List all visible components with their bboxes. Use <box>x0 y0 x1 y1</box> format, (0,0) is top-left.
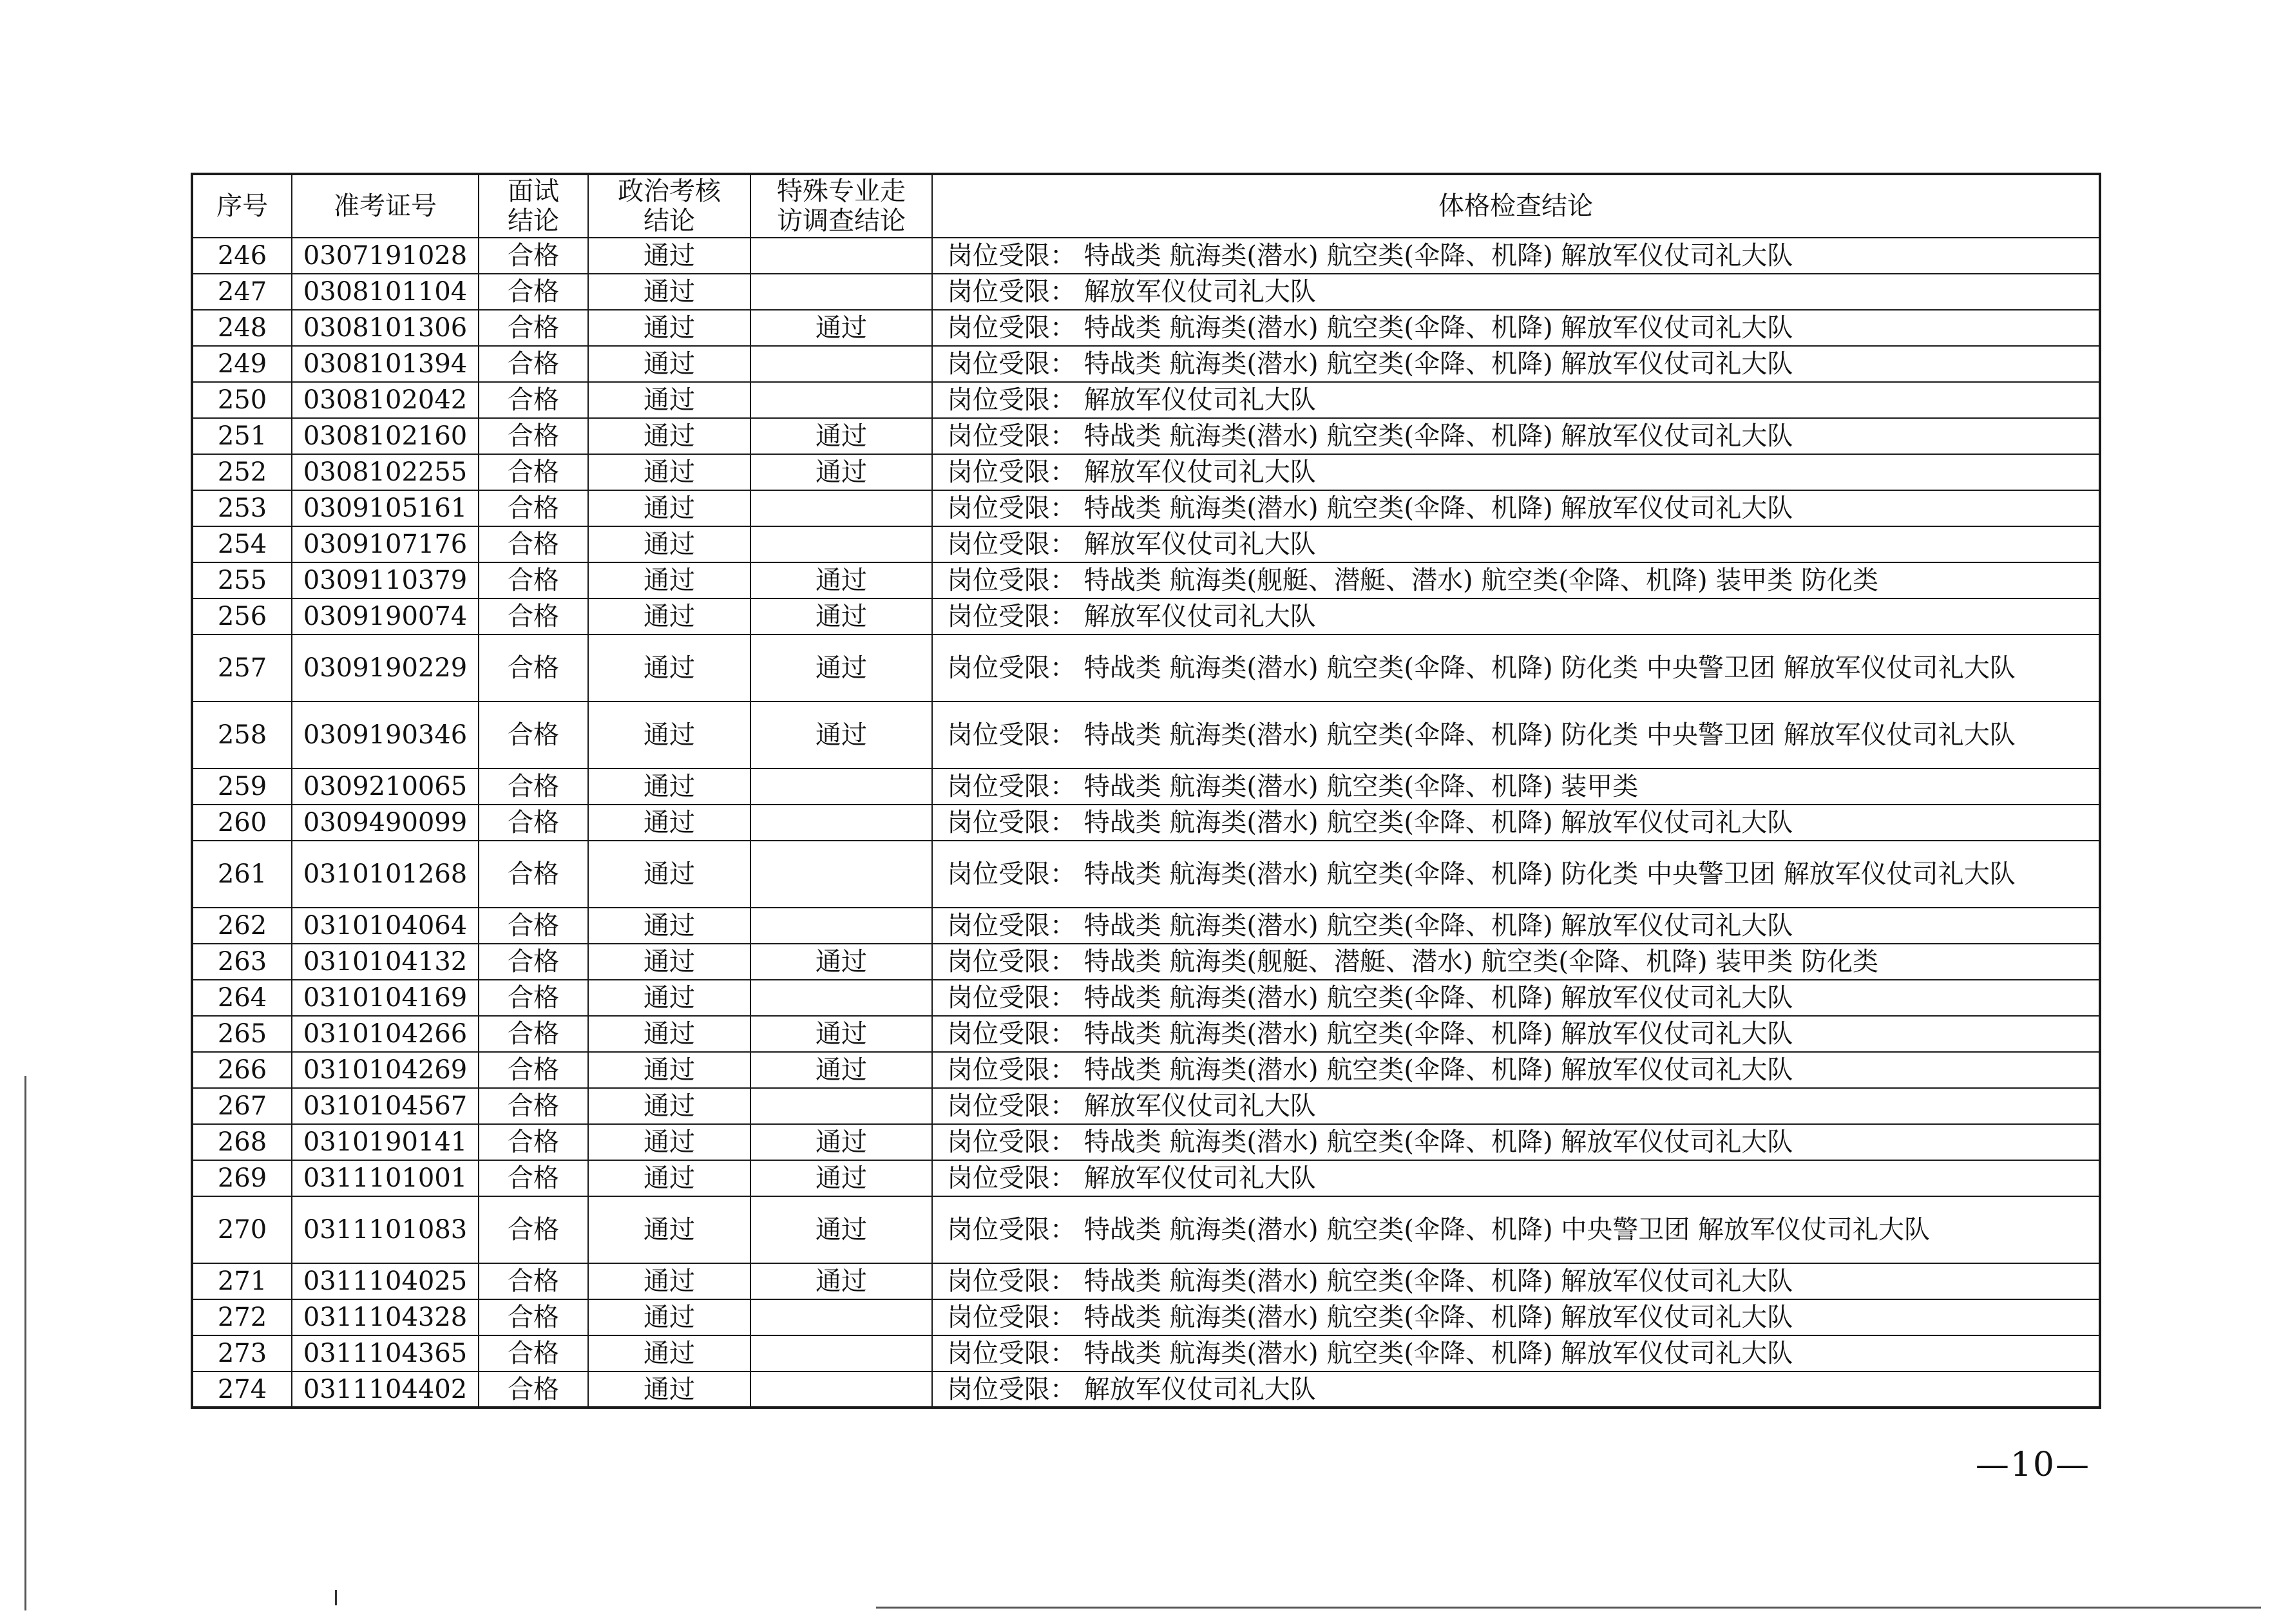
cell-seq: 259 <box>192 769 292 805</box>
cell-special <box>750 805 932 841</box>
cell-physical: 岗位受限： 特战类 航海类(潜水) 航空类(伞降、机降) 防化类 中央警卫团 解放军仪仗司礼大队 <box>932 635 2100 702</box>
header-seq: 序号 <box>192 174 292 238</box>
cell-seq: 264 <box>192 980 292 1016</box>
table-row <box>192 1335 2100 1371</box>
cell-exam-id: 0310104266 <box>292 1016 479 1052</box>
cell-special <box>750 1335 932 1371</box>
cell-interview: 合格 <box>479 1299 588 1335</box>
cell-interview: 合格 <box>479 454 588 490</box>
cell-special: 通过 <box>750 1160 932 1196</box>
cell-interview: 合格 <box>479 944 588 980</box>
cell-special: 通过 <box>750 598 932 635</box>
cell-exam-id: 0307191028 <box>292 238 479 274</box>
cell-political: 通过 <box>588 980 750 1016</box>
table-row <box>192 1124 2100 1160</box>
cell-special: 通过 <box>750 418 932 454</box>
cell-political: 通过 <box>588 635 750 702</box>
table-row <box>192 1263 2100 1299</box>
cell-political: 通过 <box>588 310 750 346</box>
cell-special: 通过 <box>750 1196 932 1263</box>
table-row <box>192 382 2100 418</box>
table-row <box>192 1160 2100 1196</box>
table-header <box>192 174 2100 238</box>
cell-interview: 合格 <box>479 1052 588 1088</box>
cell-special: 通过 <box>750 702 932 769</box>
cell-exam-id: 0310190141 <box>292 1124 479 1160</box>
cell-interview: 合格 <box>479 238 588 274</box>
table-row <box>192 418 2100 454</box>
cell-exam-id: 0308101306 <box>292 310 479 346</box>
cell-seq: 260 <box>192 805 292 841</box>
cell-physical: 岗位受限： 特战类 航海类(潜水) 航空类(伞降、机降) 解放军仪仗司礼大队 <box>932 980 2100 1016</box>
cell-seq: 255 <box>192 562 292 598</box>
cell-seq: 271 <box>192 1263 292 1299</box>
cell-physical: 岗位受限： 特战类 航海类(潜水) 航空类(伞降、机降) 解放军仪仗司礼大队 <box>932 1016 2100 1052</box>
cell-political: 通过 <box>588 454 750 490</box>
cell-exam-id: 0311104025 <box>292 1263 479 1299</box>
header-political: 政治考核 结论 <box>588 174 750 238</box>
cell-interview: 合格 <box>479 841 588 908</box>
cell-seq: 249 <box>192 346 292 382</box>
table-row <box>192 908 2100 944</box>
table-row <box>192 1299 2100 1335</box>
cell-interview: 合格 <box>479 1016 588 1052</box>
cell-physical: 岗位受限： 特战类 航海类(潜水) 航空类(伞降、机降) 装甲类 <box>932 769 2100 805</box>
header-special: 特殊专业走 访调查结论 <box>750 174 932 238</box>
cell-seq: 251 <box>192 418 292 454</box>
cell-seq: 272 <box>192 1299 292 1335</box>
cell-special: 通过 <box>750 1124 932 1160</box>
cell-political: 通过 <box>588 598 750 635</box>
cell-political: 通过 <box>588 274 750 310</box>
cell-special <box>750 526 932 562</box>
cell-interview: 合格 <box>479 526 588 562</box>
cell-interview: 合格 <box>479 908 588 944</box>
cell-political: 通过 <box>588 562 750 598</box>
table-row <box>192 769 2100 805</box>
cell-interview: 合格 <box>479 274 588 310</box>
cell-seq: 258 <box>192 702 292 769</box>
cell-political: 通过 <box>588 1088 750 1124</box>
cell-exam-id: 0310104567 <box>292 1088 479 1124</box>
cell-seq: 266 <box>192 1052 292 1088</box>
cell-seq: 246 <box>192 238 292 274</box>
table-row <box>192 238 2100 274</box>
cell-physical: 岗位受限： 特战类 航海类(潜水) 航空类(伞降、机降) 解放军仪仗司礼大队 <box>932 1299 2100 1335</box>
cell-political: 通过 <box>588 1335 750 1371</box>
scan-edge-left <box>24 1076 26 1610</box>
cell-physical: 岗位受限： 解放军仪仗司礼大队 <box>932 274 2100 310</box>
table-row <box>192 274 2100 310</box>
cell-physical: 岗位受限： 解放军仪仗司礼大队 <box>932 1088 2100 1124</box>
cell-political: 通过 <box>588 702 750 769</box>
cell-exam-id: 0311104328 <box>292 1299 479 1335</box>
cell-physical: 岗位受限： 解放军仪仗司礼大队 <box>932 598 2100 635</box>
scan-edge-bottom <box>876 1607 2261 1609</box>
cell-physical: 岗位受限： 特战类 航海类(潜水) 航空类(伞降、机降) 解放军仪仗司礼大队 <box>932 1335 2100 1371</box>
cell-political: 通过 <box>588 944 750 980</box>
cell-exam-id: 0311104402 <box>292 1371 479 1408</box>
cell-political: 通过 <box>588 841 750 908</box>
cell-seq: 268 <box>192 1124 292 1160</box>
cell-exam-id: 0308102255 <box>292 454 479 490</box>
cell-physical: 岗位受限： 特战类 航海类(潜水) 航空类(伞降、机降) 解放军仪仗司礼大队 <box>932 1052 2100 1088</box>
cell-special: 通过 <box>750 454 932 490</box>
cell-seq: 265 <box>192 1016 292 1052</box>
cell-political: 通过 <box>588 490 750 526</box>
table-row <box>192 526 2100 562</box>
page-number: —10— <box>1975 1446 2090 1484</box>
cell-exam-id: 0308102042 <box>292 382 479 418</box>
cell-political: 通过 <box>588 1016 750 1052</box>
cell-exam-id: 0309490099 <box>292 805 479 841</box>
cell-exam-id: 0308102160 <box>292 418 479 454</box>
cell-seq: 263 <box>192 944 292 980</box>
cell-exam-id: 0309110379 <box>292 562 479 598</box>
cell-special <box>750 841 932 908</box>
cell-political: 通过 <box>588 1160 750 1196</box>
cell-exam-id: 0309107176 <box>292 526 479 562</box>
cell-interview: 合格 <box>479 598 588 635</box>
cell-exam-id: 0308101104 <box>292 274 479 310</box>
cell-special <box>750 238 932 274</box>
cell-interview: 合格 <box>479 1088 588 1124</box>
cell-physical: 岗位受限： 特战类 航海类(舰艇、潜艇、潜水) 航空类(伞降、机降) 装甲类 防化类 <box>932 944 2100 980</box>
cell-special: 通过 <box>750 1263 932 1299</box>
header-row <box>192 174 2100 238</box>
table-row <box>192 1371 2100 1408</box>
table-row <box>192 805 2100 841</box>
cell-exam-id: 0309190229 <box>292 635 479 702</box>
cell-seq: 274 <box>192 1371 292 1408</box>
cell-special <box>750 1299 932 1335</box>
cell-seq: 253 <box>192 490 292 526</box>
cell-physical: 岗位受限： 特战类 航海类(潜水) 航空类(伞降、机降) 解放军仪仗司礼大队 <box>932 310 2100 346</box>
scan-mark <box>335 1590 337 1605</box>
cell-political: 通过 <box>588 1196 750 1263</box>
cell-physical: 岗位受限： 特战类 航海类(潜水) 航空类(伞降、机降) 解放军仪仗司礼大队 <box>932 805 2100 841</box>
cell-exam-id: 0311104365 <box>292 1335 479 1371</box>
cell-exam-id: 0310104064 <box>292 908 479 944</box>
table-row <box>192 980 2100 1016</box>
cell-interview: 合格 <box>479 805 588 841</box>
cell-interview: 合格 <box>479 1371 588 1408</box>
cell-seq: 247 <box>192 274 292 310</box>
cell-interview: 合格 <box>479 1160 588 1196</box>
cell-physical: 岗位受限： 特战类 航海类(潜水) 航空类(伞降、机降) 解放军仪仗司礼大队 <box>932 238 2100 274</box>
cell-exam-id: 0309190346 <box>292 702 479 769</box>
cell-physical: 岗位受限： 特战类 航海类(潜水) 航空类(伞降、机降) 中央警卫团 解放军仪仗司礼大队 <box>932 1196 2100 1263</box>
results-table <box>191 173 2101 1409</box>
cell-exam-id: 0309190074 <box>292 598 479 635</box>
table-row <box>192 490 2100 526</box>
cell-special: 通过 <box>750 944 932 980</box>
cell-physical: 岗位受限： 特战类 航海类(潜水) 航空类(伞降、机降) 解放军仪仗司礼大队 <box>932 346 2100 382</box>
table-row <box>192 944 2100 980</box>
cell-special <box>750 1371 932 1408</box>
cell-political: 通过 <box>588 805 750 841</box>
cell-interview: 合格 <box>479 769 588 805</box>
cell-seq: 248 <box>192 310 292 346</box>
cell-exam-id: 0311101083 <box>292 1196 479 1263</box>
cell-exam-id: 0309105161 <box>292 490 479 526</box>
table-row <box>192 702 2100 769</box>
table-row <box>192 1088 2100 1124</box>
cell-special <box>750 1088 932 1124</box>
cell-seq: 257 <box>192 635 292 702</box>
header-exam-id: 准考证号 <box>292 174 479 238</box>
table-row <box>192 1196 2100 1263</box>
cell-physical: 岗位受限： 解放军仪仗司礼大队 <box>932 382 2100 418</box>
cell-exam-id: 0310104169 <box>292 980 479 1016</box>
cell-interview: 合格 <box>479 702 588 769</box>
cell-exam-id: 0311101001 <box>292 1160 479 1196</box>
cell-interview: 合格 <box>479 490 588 526</box>
cell-physical: 岗位受限： 解放军仪仗司礼大队 <box>932 1371 2100 1408</box>
cell-seq: 267 <box>192 1088 292 1124</box>
cell-interview: 合格 <box>479 310 588 346</box>
table-row <box>192 310 2100 346</box>
cell-special <box>750 490 932 526</box>
cell-physical: 岗位受限： 特战类 航海类(潜水) 航空类(伞降、机降) 解放军仪仗司礼大队 <box>932 418 2100 454</box>
cell-physical: 岗位受限： 特战类 航海类(潜水) 航空类(伞降、机降) 防化类 中央警卫团 解放军仪仗司礼大队 <box>932 841 2100 908</box>
cell-interview: 合格 <box>479 1196 588 1263</box>
cell-special <box>750 346 932 382</box>
cell-physical: 岗位受限： 解放军仪仗司礼大队 <box>932 454 2100 490</box>
cell-special: 通过 <box>750 1052 932 1088</box>
cell-political: 通过 <box>588 1263 750 1299</box>
cell-political: 通过 <box>588 418 750 454</box>
table-row <box>192 1016 2100 1052</box>
table-row <box>192 598 2100 635</box>
cell-interview: 合格 <box>479 1124 588 1160</box>
cell-seq: 261 <box>192 841 292 908</box>
table-row <box>192 346 2100 382</box>
cell-political: 通过 <box>588 1124 750 1160</box>
cell-exam-id: 0310104132 <box>292 944 479 980</box>
cell-special <box>750 382 932 418</box>
cell-seq: 269 <box>192 1160 292 1196</box>
cell-political: 通过 <box>588 238 750 274</box>
cell-physical: 岗位受限： 特战类 航海类(潜水) 航空类(伞降、机降) 解放军仪仗司礼大队 <box>932 490 2100 526</box>
cell-political: 通过 <box>588 908 750 944</box>
cell-physical: 岗位受限： 特战类 航海类(潜水) 航空类(伞降、机降) 解放军仪仗司礼大队 <box>932 1263 2100 1299</box>
cell-exam-id: 0309210065 <box>292 769 479 805</box>
cell-interview: 合格 <box>479 1335 588 1371</box>
cell-political: 通过 <box>588 346 750 382</box>
cell-special <box>750 980 932 1016</box>
cell-political: 通过 <box>588 382 750 418</box>
cell-interview: 合格 <box>479 635 588 702</box>
table-row <box>192 454 2100 490</box>
cell-physical: 岗位受限： 特战类 航海类(舰艇、潜艇、潜水) 航空类(伞降、机降) 装甲类 防化类 <box>932 562 2100 598</box>
cell-interview: 合格 <box>479 562 588 598</box>
header-interview: 面试 结论 <box>479 174 588 238</box>
cell-political: 通过 <box>588 1371 750 1408</box>
table-row <box>192 635 2100 702</box>
cell-seq: 270 <box>192 1196 292 1263</box>
cell-interview: 合格 <box>479 382 588 418</box>
cell-political: 通过 <box>588 1299 750 1335</box>
cell-political: 通过 <box>588 769 750 805</box>
cell-special: 通过 <box>750 1016 932 1052</box>
cell-special <box>750 908 932 944</box>
cell-physical: 岗位受限： 特战类 航海类(潜水) 航空类(伞降、机降) 防化类 中央警卫团 解放军仪仗司礼大队 <box>932 702 2100 769</box>
cell-interview: 合格 <box>479 418 588 454</box>
cell-interview: 合格 <box>479 346 588 382</box>
cell-special <box>750 769 932 805</box>
cell-physical: 岗位受限： 特战类 航海类(潜水) 航空类(伞降、机降) 解放军仪仗司礼大队 <box>932 908 2100 944</box>
cell-seq: 256 <box>192 598 292 635</box>
cell-seq: 262 <box>192 908 292 944</box>
cell-seq: 254 <box>192 526 292 562</box>
cell-interview: 合格 <box>479 1263 588 1299</box>
table-row <box>192 1052 2100 1088</box>
table-body <box>192 238 2100 1408</box>
cell-special <box>750 274 932 310</box>
cell-seq: 250 <box>192 382 292 418</box>
cell-special: 通过 <box>750 562 932 598</box>
cell-political: 通过 <box>588 526 750 562</box>
cell-physical: 岗位受限： 解放军仪仗司礼大队 <box>932 1160 2100 1196</box>
cell-interview: 合格 <box>479 980 588 1016</box>
table-row <box>192 841 2100 908</box>
cell-exam-id: 0308101394 <box>292 346 479 382</box>
cell-political: 通过 <box>588 1052 750 1088</box>
cell-special: 通过 <box>750 310 932 346</box>
cell-special: 通过 <box>750 635 932 702</box>
cell-physical: 岗位受限： 特战类 航海类(潜水) 航空类(伞降、机降) 解放军仪仗司礼大队 <box>932 1124 2100 1160</box>
header-physical: 体格检查结论 <box>932 174 2100 238</box>
cell-exam-id: 0310104269 <box>292 1052 479 1088</box>
cell-exam-id: 0310101268 <box>292 841 479 908</box>
table-row <box>192 562 2100 598</box>
cell-seq: 273 <box>192 1335 292 1371</box>
cell-seq: 252 <box>192 454 292 490</box>
cell-physical: 岗位受限： 解放军仪仗司礼大队 <box>932 526 2100 562</box>
